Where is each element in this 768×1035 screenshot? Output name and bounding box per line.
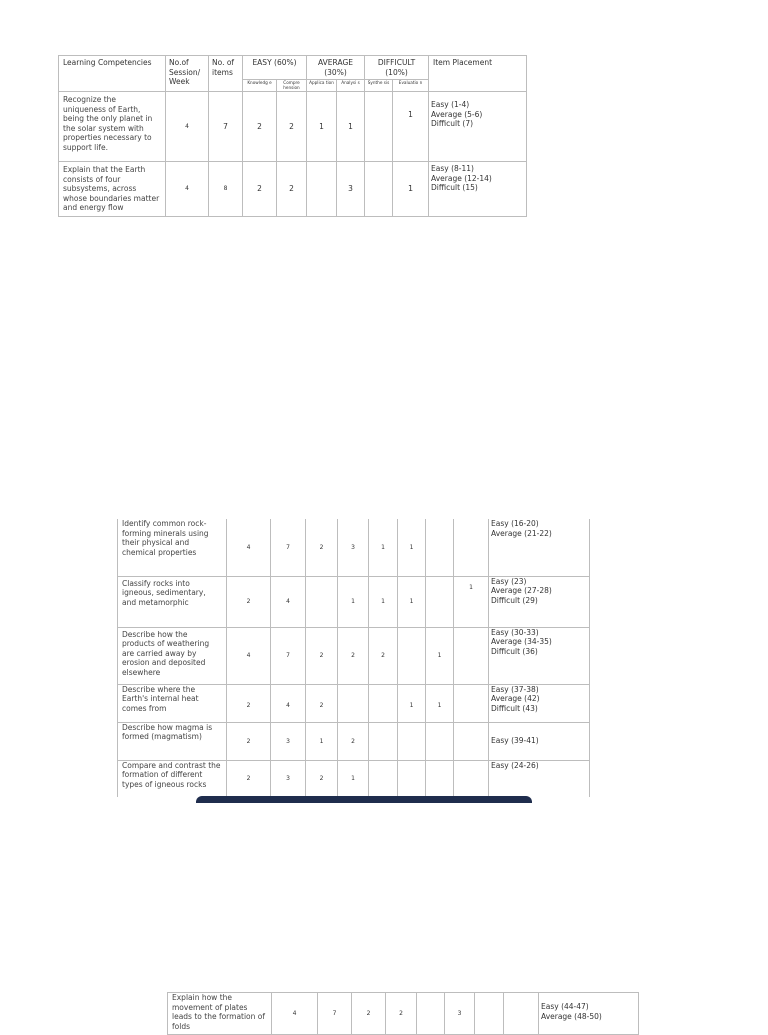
placement-difficult: Difficult (36) [491, 646, 538, 656]
header-easy: EASY (60%) [243, 56, 307, 80]
col2-cell: 3 [338, 519, 369, 576]
placement-average: Average (34-35) [491, 637, 552, 646]
col5-cell [426, 576, 454, 627]
col6-cell [454, 519, 489, 576]
col1-cell: 2 [306, 684, 338, 722]
placement-easy: Easy (1-4) [431, 100, 470, 109]
tos-table-page-1 [58, 55, 527, 217]
col4-cell [398, 760, 426, 797]
placement-difficult: Difficult (29) [491, 595, 538, 605]
competency-cell: Describe where the Earth's internal heat comes from [118, 684, 227, 722]
col3-cell: 1 [369, 519, 398, 576]
col3-cell: 1 [369, 576, 398, 627]
competency-cell: Compare and contrast the formation of different types of igneous rocks [118, 760, 227, 797]
table-row [118, 576, 590, 627]
col2-cell [338, 684, 369, 722]
table-row [59, 92, 527, 162]
col3-cell [369, 760, 398, 797]
col6-cell: 1 [454, 576, 489, 627]
col1-cell: 2 [306, 760, 338, 797]
col6-cell [454, 722, 489, 760]
synthesis-cell [365, 92, 393, 162]
sessions-cell: 2 [227, 722, 271, 760]
competency-cell: Identify common rock-forming minerals using their physical and chemical properties [118, 519, 227, 576]
col3-cell [369, 722, 398, 760]
col6-cell [454, 684, 489, 722]
table-row [118, 722, 590, 760]
header-evaluation: Evaluatio n [393, 80, 429, 92]
col5-cell [426, 519, 454, 576]
placement-easy: Easy (16-20) [491, 519, 539, 528]
sessions-cell: 4 [272, 993, 318, 1035]
placement-average: Average (27-28) [491, 586, 552, 595]
sessions-cell: 4 [227, 519, 271, 576]
sessions-cell: 4 [166, 162, 209, 217]
items-cell: 7 [271, 627, 306, 684]
table-row [118, 684, 590, 722]
placement-easy: Easy (8-11) [431, 164, 474, 173]
col1-cell [306, 576, 338, 627]
competency-cell: Recognize the uniqueness of Earth, being the only planet in the solar system with properties necessary to support life. [59, 92, 166, 162]
placement-cell [489, 722, 590, 760]
tos-table-page-3 [167, 992, 639, 1035]
evaluation-cell: 1 [393, 162, 429, 217]
placement-difficult: Difficult (15) [431, 183, 478, 192]
placement-easy: Easy (37-38) [491, 684, 539, 694]
items-cell: 7 [209, 92, 243, 162]
sessions-cell: 2 [227, 760, 271, 797]
placement-cell [429, 162, 527, 217]
col1-cell: 2 [306, 519, 338, 576]
header-application: Applica tion [307, 80, 337, 92]
placement-cell [489, 576, 590, 627]
col2-cell: 2 [338, 627, 369, 684]
analysis-cell: 1 [337, 92, 365, 162]
col5-cell: 1 [426, 627, 454, 684]
header-difficult: DIFFICULT (10%) [365, 56, 429, 80]
placement-difficult: Difficult (7) [431, 119, 474, 128]
placement-cell [539, 993, 639, 1035]
col4-cell [398, 627, 426, 684]
col5-cell: 1 [426, 684, 454, 722]
col2-cell: 1 [338, 760, 369, 797]
placement-average: Average (12-14) [431, 173, 492, 183]
analysis-cell: 3 [337, 162, 365, 217]
placement-easy: Easy (30-33) [491, 627, 539, 637]
col6-cell [504, 993, 539, 1035]
col3-cell: 2 [369, 627, 398, 684]
placement-easy: Easy (44-47) [541, 1002, 589, 1011]
placement-easy: Easy (24-26) [491, 760, 539, 770]
placement-cell [489, 627, 590, 684]
dark-overlay-bar [196, 796, 532, 803]
col5-cell [426, 722, 454, 760]
col5-cell [475, 993, 504, 1035]
placement-cell [429, 92, 527, 162]
col6-cell [454, 760, 489, 797]
placement-easy: Easy (39-41) [491, 736, 539, 746]
col3-cell [369, 684, 398, 722]
placement-average: Average (42) [491, 694, 540, 703]
col4-cell: 1 [398, 519, 426, 576]
sessions-cell: 4 [166, 92, 209, 162]
sessions-cell: 2 [227, 576, 271, 627]
items-cell: 4 [271, 576, 306, 627]
items-cell: 3 [271, 722, 306, 760]
knowledge-cell: 2 [243, 162, 277, 217]
header-average: AVERAGE (30%) [307, 56, 365, 80]
comprehension-cell: 2 [277, 162, 307, 217]
table-row [168, 993, 639, 1035]
evaluation-cell: 1 [393, 92, 429, 162]
table-row [118, 627, 590, 684]
col6-cell [454, 627, 489, 684]
placement-average: Average (21-22) [491, 528, 552, 538]
col1-cell: 2 [352, 993, 386, 1035]
competency-cell: Explain how the movement of plates leads to the formation of folds [168, 993, 272, 1035]
application-cell [307, 162, 337, 217]
col2-cell: 2 [338, 722, 369, 760]
placement-cell [489, 760, 590, 797]
tos-table-page-2 [117, 519, 590, 797]
header-analysis: Analysi s [337, 80, 365, 92]
header-sessions: No.of Session/ Week [166, 56, 209, 92]
col2-cell: 2 [386, 993, 417, 1035]
header-comprehension: Compre hension [277, 80, 307, 92]
items-cell: 7 [318, 993, 352, 1035]
col5-cell [426, 760, 454, 797]
synthesis-cell [365, 162, 393, 217]
header-synthesis: Synthe sis [365, 80, 393, 92]
items-cell: 8 [209, 162, 243, 217]
header-knowledge: Knowledg e [243, 80, 277, 92]
col3-cell [417, 993, 445, 1035]
items-cell: 3 [271, 760, 306, 797]
col4-cell: 3 [445, 993, 475, 1035]
header-item-placement: Item Placement [429, 56, 527, 92]
placement-cell [489, 684, 590, 722]
competency-cell: Describe how magma is formed (magmatism) [118, 722, 227, 760]
table-row [118, 519, 590, 576]
header-items: No. of items [209, 56, 243, 92]
placement-easy: Easy (23) [491, 576, 527, 586]
col4-cell [398, 722, 426, 760]
items-cell: 4 [271, 684, 306, 722]
comprehension-cell: 2 [277, 92, 307, 162]
col4-cell: 1 [398, 684, 426, 722]
col1-cell: 2 [306, 627, 338, 684]
col1-cell: 1 [306, 722, 338, 760]
competency-cell: Classify rocks into igneous, sedimentary, and metamorphic [118, 576, 227, 627]
col4-cell: 1 [398, 576, 426, 627]
items-cell: 7 [271, 519, 306, 576]
placement-cell [489, 519, 590, 576]
competency-cell: Explain that the Earth consists of four subsystems, across whose boundaries matter and energy flow [59, 162, 166, 217]
col2-cell: 1 [338, 576, 369, 627]
header-learning-competencies: Learning Competencies [59, 56, 166, 92]
placement-average: Average (5-6) [431, 109, 483, 119]
knowledge-cell: 2 [243, 92, 277, 162]
placement-difficult: Difficult (43) [491, 703, 538, 713]
table-row [118, 760, 590, 797]
placement-average: Average (48-50) [541, 1011, 602, 1021]
competency-cell: Describe how the products of weathering are carried away by erosion and deposited elsewhere [118, 627, 227, 684]
sessions-cell: 2 [227, 684, 271, 722]
application-cell: 1 [307, 92, 337, 162]
table-row [59, 162, 527, 217]
sessions-cell: 4 [227, 627, 271, 684]
